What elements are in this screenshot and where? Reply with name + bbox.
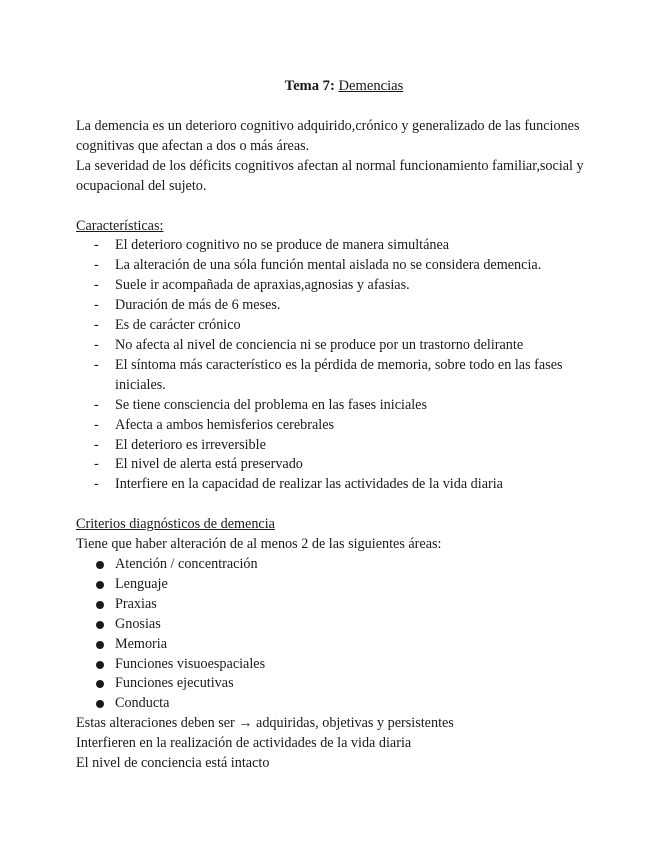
spacer — [76, 197, 596, 217]
title-topic: Demencias — [338, 78, 404, 94]
list-item-text: El nivel de alerta está preservado — [115, 456, 303, 473]
criterios-closing-1: Estas alteraciones deben ser → adquiridas, objetivas y persistentes — [76, 715, 454, 732]
list-item — [76, 356, 596, 396]
list-item-text: Conducta — [115, 695, 170, 712]
list-item-text: Gnosias — [115, 615, 161, 632]
bullet-icon — [96, 661, 104, 669]
list-item-text: Suele ir acompañada de apraxias,agnosias y afasias. — [115, 277, 410, 294]
caracteristicas-list — [76, 236, 596, 495]
list-item-text: Interfiere en la capacidad de realizar las actividades de la vida diaria — [115, 476, 503, 493]
list-item — [76, 555, 596, 575]
bullet-icon — [96, 641, 104, 649]
bullet-icon — [96, 561, 104, 569]
list-item — [76, 296, 596, 316]
dash-marker: - — [94, 277, 99, 294]
list-item-text: Duración de más de 6 meses. — [115, 297, 281, 314]
document-page — [76, 77, 596, 774]
dash-marker: - — [94, 416, 99, 433]
criterios-closing-3: El nivel de conciencia está intacto — [76, 755, 270, 772]
bullet-icon — [96, 700, 104, 708]
title-label: Tema 7: — [284, 78, 335, 94]
intro-paragraph-1: La demencia es un deterioro cognitivo adquirido,crónico y generalizado de las funciones cognitivas que afectan a dos o más áreas. — [76, 117, 580, 154]
dash-marker: - — [94, 396, 99, 413]
list-item-text: No afecta al nivel de conciencia ni se produce por un trastorno delirante — [115, 336, 524, 353]
dash-marker: - — [94, 237, 99, 254]
spacer — [76, 495, 596, 515]
list-item-text: Atención / concentración — [115, 556, 258, 573]
caracteristicas-heading: Características: — [76, 217, 164, 234]
dash-marker: - — [94, 257, 99, 274]
list-item-text: Memoria — [115, 635, 168, 652]
bullet-icon — [96, 621, 104, 629]
bullet-icon — [96, 601, 104, 609]
dash-marker: - — [94, 436, 99, 453]
list-item — [76, 655, 596, 675]
dash-marker: - — [94, 297, 99, 314]
criterios-closing-2: Interfieren en la realización de actividades de la vida diaria — [76, 735, 412, 752]
intro-paragraph-2: La severidad de los déficits cognitivos afectan al normal funcionamiento familiar,social y ocupacional del sujeto. — [76, 157, 584, 194]
list-item — [76, 416, 596, 436]
list-item-text: Lenguaje — [115, 575, 168, 592]
criterios-heading: Criterios diagnósticos de demencia — [76, 516, 275, 533]
dash-marker: - — [94, 456, 99, 473]
dash-marker: - — [94, 336, 99, 353]
list-item — [76, 455, 596, 475]
dash-marker: - — [94, 317, 99, 334]
list-item — [76, 694, 596, 714]
list-item — [76, 396, 596, 416]
list-item-text: El deterioro es irreversible — [115, 436, 266, 453]
list-item — [76, 276, 596, 296]
list-item-text: Se tiene consciencia del problema en las fases iniciales — [115, 396, 428, 413]
list-item-text: El deterioro cognitivo no se produce de manera simultánea — [115, 237, 450, 254]
list-item — [76, 635, 596, 655]
list-item — [76, 575, 596, 595]
list-item-text: Praxias — [115, 595, 157, 612]
list-item — [76, 615, 596, 635]
criterios-lead: Tiene que haber alteración de al menos 2 de las siguientes áreas: — [76, 536, 442, 553]
list-item — [76, 436, 596, 456]
list-item-text: Funciones ejecutivas — [115, 675, 234, 692]
page-title — [92, 77, 596, 97]
list-item — [76, 316, 596, 336]
list-item-text: Afecta a ambos hemisferios cerebrales — [115, 416, 335, 433]
list-item — [76, 336, 596, 356]
dash-marker: - — [94, 356, 99, 373]
list-item — [76, 475, 596, 495]
list-item-text: Es de carácter crónico — [115, 317, 241, 334]
bullet-icon — [96, 581, 104, 589]
list-item-text: El síntoma más característico es la pérdida de memoria, sobre todo en las fases iniciales. — [115, 356, 563, 393]
list-item-text: La alteración de una sóla función mental aislada no se considera demencia. — [115, 257, 542, 274]
list-item — [76, 236, 596, 256]
bullet-icon — [96, 680, 104, 688]
criterios-list — [76, 555, 596, 714]
list-item — [76, 674, 596, 694]
list-item — [76, 595, 596, 615]
list-item-text: Funciones visuoespaciales — [115, 655, 266, 672]
dash-marker: - — [94, 476, 99, 493]
list-item — [76, 256, 596, 276]
